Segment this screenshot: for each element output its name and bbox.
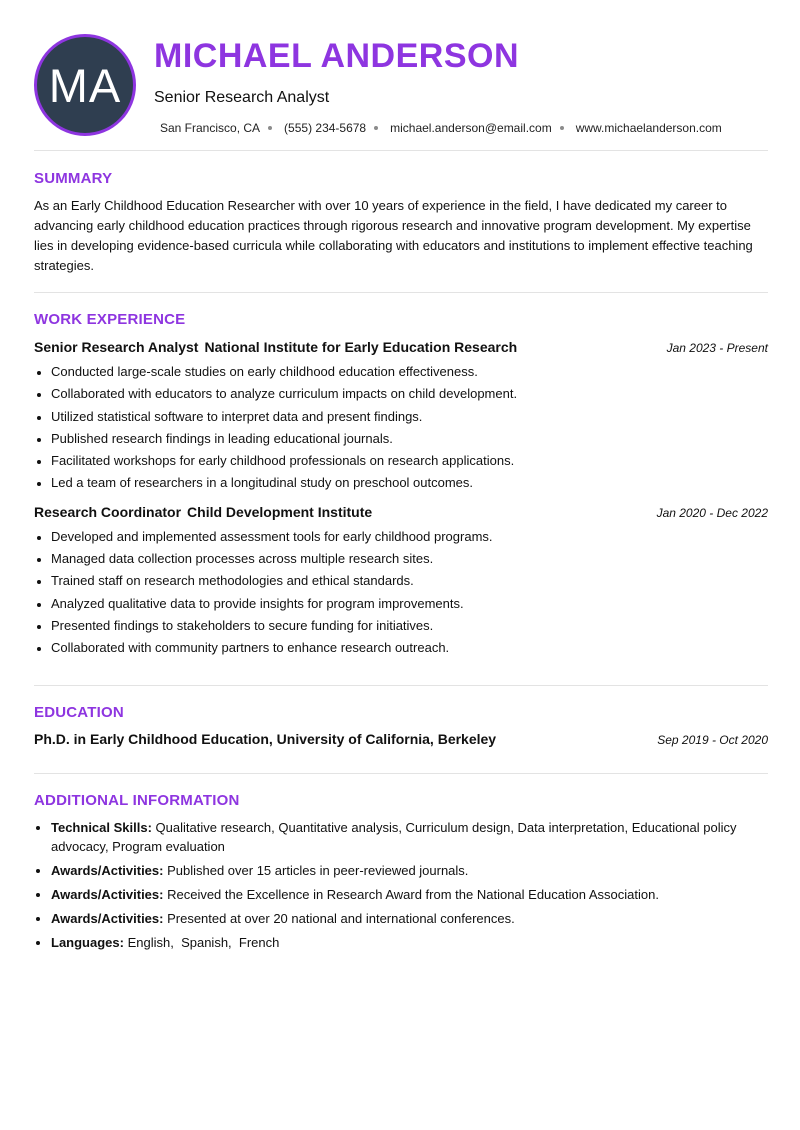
contact-line [160,121,722,135]
candidate-name: MICHAEL ANDERSON [154,37,520,75]
info-text: Presented at over 20 national and international conferences. [167,910,515,926]
additional-section [34,774,768,952]
resume-header [34,34,768,137]
list-item: • Collaborated with community partners to enhance research outreach. [51,637,768,659]
info-label: Awards/Activities: [51,910,164,926]
job-organization: Child Development Institute [187,503,373,520]
separator-dot-icon [560,126,564,130]
job-bullets [34,361,768,495]
info-text: Qualitative research, Quantitative analysis, Curriculum design, Data interpretation, Educational policy advocacy, Program evaluation [51,819,737,854]
summary-section [34,151,768,292]
education-section [34,686,768,773]
separator-dot-icon [268,126,272,130]
list-item: • Collaborated with educators to analyze curriculum impacts on child development. [51,383,768,405]
additional-list [34,818,768,952]
section-heading-experience: WORK EXPERIENCE [34,311,186,328]
info-label: Technical Skills: [51,819,152,835]
contact-location: San Francisco, CA [160,121,261,135]
list-item: • Developed and implemented assessment tools for early childhood programs. [51,526,768,548]
job-dates: Jan 2020 - Dec 2022 [656,505,768,520]
info-label: Languages: [51,934,124,950]
education-degree: Ph.D. in Early Childhood Education, University of California, Berkeley [34,730,497,747]
list-item [51,933,768,952]
list-item [51,818,768,856]
job-role: Senior Research Analyst [34,339,199,355]
contact-website[interactable]: www.michaelanderson.com [575,121,722,135]
list-item: • Utilized statistical software to interpret data and present findings. [51,406,768,428]
summary-text: As an Early Childhood Education Researcher with over 10 years of experience in the field, I have dedicated my career to advancing early childhood education practices through rigorous research and innovative program development. My expertise lies in developing evidence-based curricula while collaborating with educators and institutions to implement effective teaching strategies. [34,198,753,273]
section-heading-education: EDUCATION [34,703,124,721]
avatar [34,34,136,136]
avatar-initials: MA [48,58,122,112]
info-text: Published over 15 articles in peer-reviewed journals. [167,862,469,878]
job-entry [34,504,768,660]
education-entry [34,731,768,747]
section-heading-summary: SUMMARY [34,170,113,187]
experience-section [34,293,768,685]
resume-page [34,34,768,957]
contact-phone: (555) 234-5678 [284,121,367,135]
list-item: • Led a team of researchers in a longitudinal study on preschool outcomes. [51,472,768,494]
info-label: Awards/Activities: [51,886,164,902]
job-dates: Jan 2023 - Present [666,341,768,355]
list-item: • Presented findings to stakeholders to secure funding for initiatives. [51,615,768,637]
candidate-title: Senior Research Analyst [154,89,330,106]
list-item: • Trained staff on research methodologies and ethical standards. [51,570,768,592]
job-title-line [34,339,517,355]
info-text: English, Spanish, French [127,934,280,950]
list-item: • Managed data collection processes across multiple research sites. [51,548,768,570]
job-organization: National Institute for Early Education Research [204,339,518,355]
separator-dot-icon [374,126,378,130]
job-entry [34,339,768,495]
list-item: • Analyzed qualitative data to provide insights for program improvements. [51,593,768,615]
info-label: Awards/Activities: [51,862,164,878]
section-heading-additional: ADDITIONAL INFORMATION [34,791,240,809]
list-item: • Facilitated workshops for early childhood professionals on research applications. [51,450,768,472]
job-header [34,339,768,355]
job-header [34,504,768,520]
list-item [51,885,768,904]
job-title-line [34,504,372,520]
contact-email[interactable]: michael.anderson@email.com [390,121,552,135]
list-item [51,861,768,880]
list-item: • Conducted large-scale studies on early childhood education effectiveness. [51,361,768,383]
job-bullets [34,526,768,660]
education-dates: Sep 2019 - Oct 2020 [657,732,768,747]
list-item: • Published research findings in leading educational journals. [51,428,768,450]
job-role: Research Coordinator [34,503,182,520]
info-text: Received the Excellence in Research Award from the National Education Association. [167,886,659,902]
list-item [51,909,768,928]
